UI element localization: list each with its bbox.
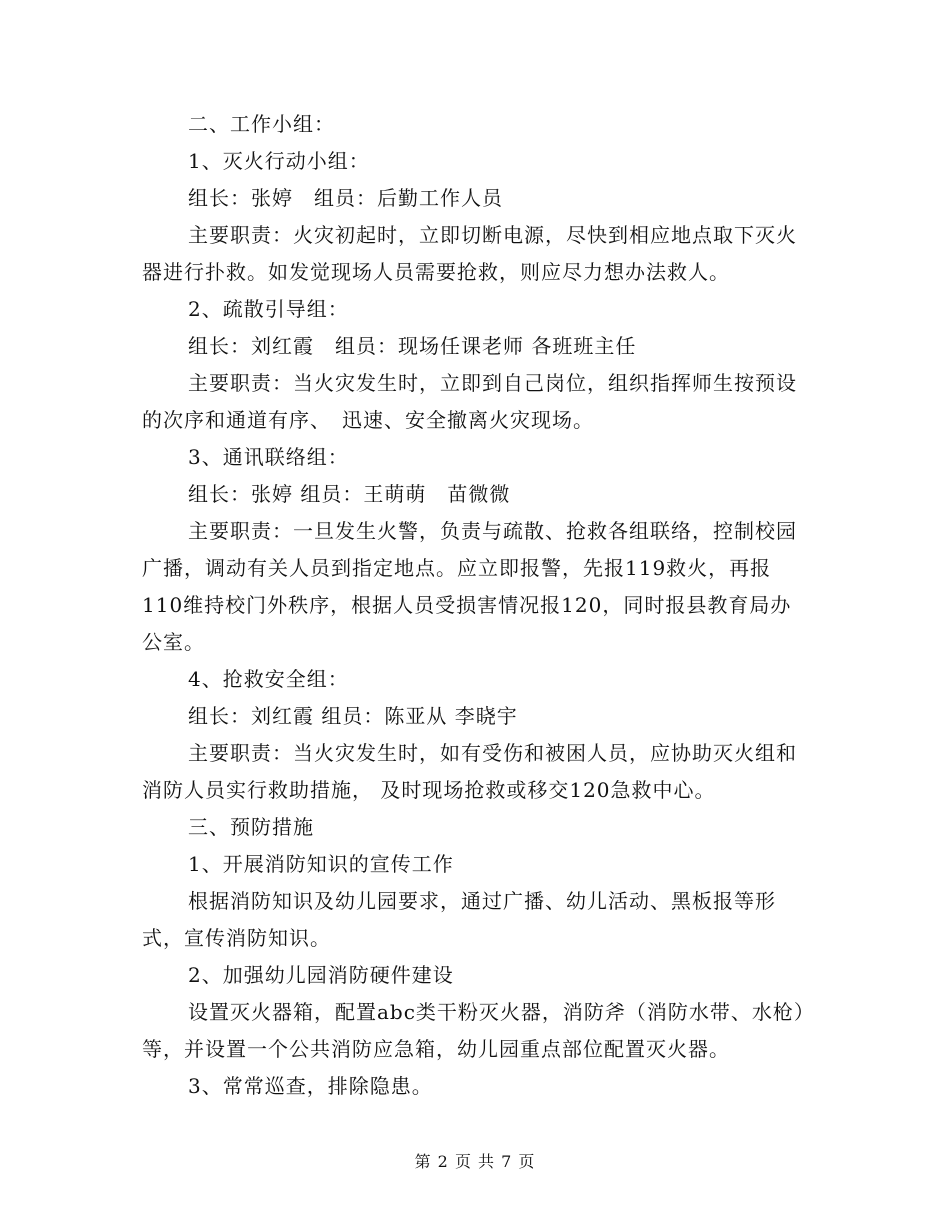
text-publicity: 根据消防知识及幼儿园要求，通过广播、幼儿活动、黑板报等形式，宣传消防知识。	[142, 889, 776, 950]
subheading-rescue-group: 4、抢救安全组：	[188, 667, 349, 691]
members-fire-fighting-group: 组长：张婷 组员：后勤工作人员	[188, 186, 503, 210]
duties-rescue-group: 主要职责：当火灾发生时，如有受伤和被困人员，应协助灭火组和消防人员实行救助措施， 及时现场抢救或移交120急救中心。	[142, 741, 797, 802]
duties-evacuation-group: 主要职责：当火灾发生时，立即到自己岗位，组织指挥师生按预设的次序和通道有序、 迅速、安全撤离火灾现场。	[142, 371, 797, 432]
section-heading-work-groups: 二、工作小组：	[188, 112, 335, 136]
section-heading-prevention: 三、预防措施	[188, 815, 314, 839]
subheading-inspection: 3、常常巡查，排除隐患。	[188, 1074, 433, 1098]
duties-communication-group: 主要职责：一旦发生火警，负责与疏散、抢救各组联络，控制校园广播，调动有关人员到指定地点。应立即报警，先报119救火，再报110维持校门外秩序，根据人员受损害情况报120，同时报县教育局办公室。	[142, 519, 797, 654]
subheading-publicity: 1、开展消防知识的宣传工作	[188, 852, 454, 876]
subheading-evacuation-group: 2、疏散引导组：	[188, 297, 349, 321]
members-evacuation-group: 组长：刘红霞 组员：现场任课老师 各班班主任	[188, 334, 637, 358]
subheading-hardware: 2、加强幼儿园消防硬件建设	[188, 963, 454, 987]
members-rescue-group: 组长：刘红霞 组员：陈亚从 李晓宇	[188, 704, 518, 728]
members-communication-group: 组长：张婷 组员：王萌萌 苗微微	[188, 482, 511, 506]
document-body	[142, 106, 810, 1105]
subheading-communication-group: 3、通讯联络组：	[188, 445, 349, 469]
subheading-fire-fighting-group: 1、灭火行动小组：	[188, 149, 370, 173]
duties-fire-fighting-group: 主要职责：火灾初起时，立即切断电源，尽快到相应地点取下灭火器进行扑救。如发觉现场人员需要抢救，则应尽力想办法救人。	[142, 223, 797, 284]
page-number-footer: 第 2 页 共 7 页	[414, 1152, 536, 1171]
text-hardware: 设置灭火器箱，配置abc类干粉灭火器，消防斧（消防水带、水枪）等，并设置一个公共消防应急箱，幼儿园重点部位配置灭火器。	[142, 1000, 805, 1061]
